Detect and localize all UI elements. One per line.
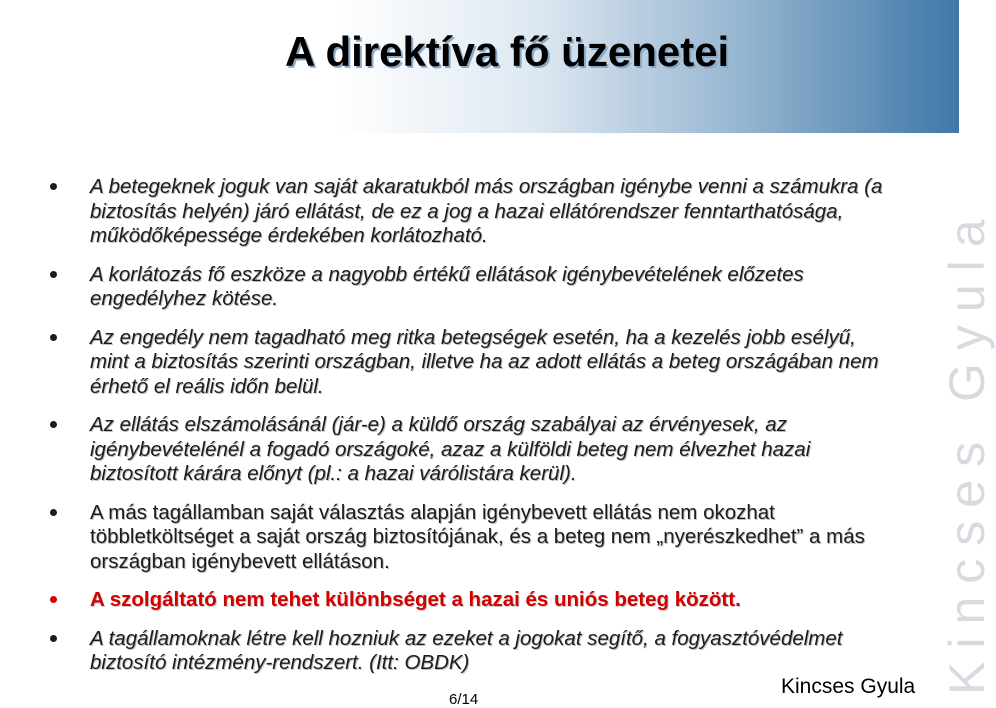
bullet-text: A más tagállamban saját választás alapján igénybevett ellátás nem okozhat többletköltséget a saját ország biztosítójának, és a beteg nem „nyerészkedhet” a más országban igénybevett ellátáson. [90, 500, 865, 573]
author-name: Kincses Gyula [781, 675, 916, 698]
page-number: 6/14 [449, 691, 479, 708]
bullet-dot-icon [50, 334, 57, 341]
slide-title: A direktíva fő üzenetei [285, 28, 730, 75]
bullet-text: Az ellátás elszámolásánál (jár-e) a küldő ország szabályai az érvényesek, az igénybevételénél a fogadó országoké, azaz a külföldi beteg nem élvezhet hazai biztosított kárára előnyt (pl.: a hazai várólistára kerül). [90, 413, 811, 485]
bullet-item [50, 627, 900, 676]
bullet-list [50, 175, 900, 690]
bullet-text: A tagállamoknak létre kell hozniuk az ezeket a jogokat segítő, a fogyasztóvédelmet biztosító intézmény-rendszert. (Itt: OBDK) [90, 626, 843, 674]
bullet-dot-icon [50, 271, 57, 278]
bullet-text: A betegeknek joguk van saját akaratukból más országban igénybe venni a számukra (a biztosítás helyén) járó ellátást, de ez a jog a hazai ellátórendszer fenntarthatósága, működőképessége érdekében korlátozható. [90, 175, 883, 247]
bullet-text: A szolgáltató nem tehet különbséget a hazai és uniós beteg között. [90, 588, 741, 611]
bullet-item [50, 175, 900, 249]
author-watermark: Kincses Gyula [939, 206, 995, 695]
bullet-item [50, 263, 900, 312]
bullet-item [50, 501, 900, 575]
bullet-text: Az engedély nem tagadható meg ritka betegségek esetén, ha a kezelés jobb esélyű, mint a biztosítás szerinti országban, illetve ha az adott ellátás a beteg országában nem érhető el reális időn belül. [90, 325, 879, 398]
bullet-dot-icon [50, 183, 57, 190]
bullet-dot-icon [50, 635, 57, 642]
bullet-dot-icon [50, 421, 57, 428]
bullet-dot-icon [50, 596, 57, 603]
bullet-item [50, 413, 900, 487]
bullet-item [50, 326, 900, 400]
bullet-text: A korlátozás fő eszköze a nagyobb értékű ellátások igénybevételének előzetes engedélyhez kötése. [90, 262, 804, 310]
bullet-dot-icon [50, 509, 57, 516]
bullet-item-emphasis [50, 588, 900, 613]
